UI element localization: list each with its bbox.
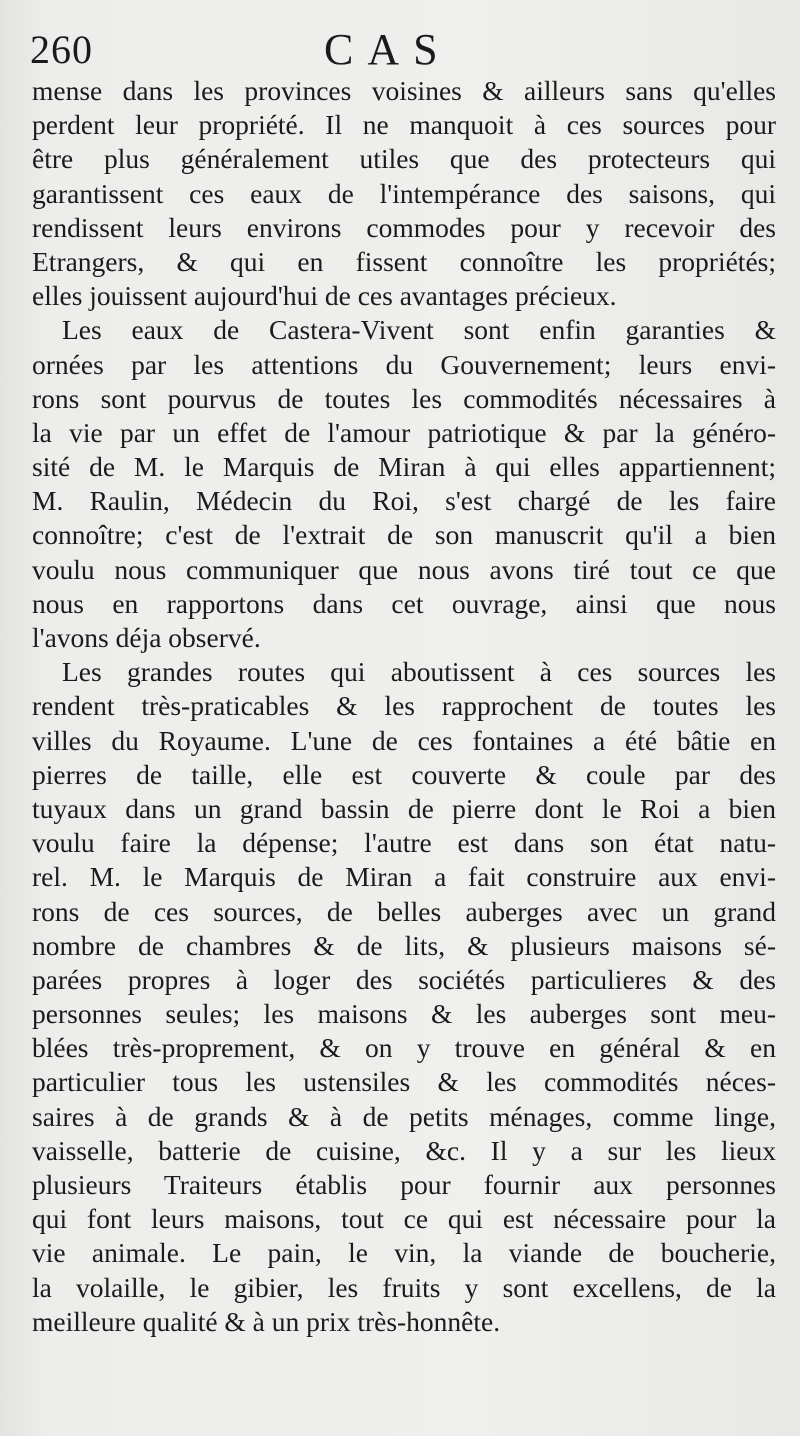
text-line: connoître; c'est de l'extrait de son manuscrit qu'il a bien	[32, 519, 776, 551]
running-title: CAS	[324, 25, 452, 74]
text-line: voulu nous communiquer que nous avons tiré tout ce que	[32, 553, 776, 585]
running-head	[30, 26, 780, 78]
text-line: la volaille, le gibier, les fruits y sont excellens, de la	[32, 1271, 776, 1303]
text-line: Etrangers, & qui en fissent connoître les propriétés;	[32, 245, 776, 277]
text-line: Les eaux de Castera-Vivent sont enfin garanties &	[62, 314, 776, 346]
text-line: sité de M. le Marquis de Miran à qui elles appartiennent;	[32, 451, 776, 483]
text-line: perdent leur propriété. Il ne manquoit à ces sources pour	[32, 109, 776, 141]
text-line: être plus généralement utiles que des protecteurs qui	[32, 143, 776, 175]
text-line: mense dans les provinces voisines & ailleurs sans qu'elles	[32, 75, 776, 106]
text-line: tuyaux dans un grand bassin de pierre dont le Roi a bien	[32, 792, 776, 824]
text-line: vie animale. Le pain, le vin, la viande de boucherie,	[32, 1237, 776, 1269]
page-number: 260	[30, 27, 93, 72]
text-line: particulier tous les ustensiles & les commodités néces-	[32, 1066, 776, 1098]
text-line: villes du Royaume. L'une de ces fontaines a été bâtie en	[32, 724, 776, 756]
text-line: ornées par les attentions du Gouvernement; leurs envi-	[32, 348, 776, 380]
text-line: l'avons déja observé.	[32, 622, 261, 653]
text-line: M. Raulin, Médecin du Roi, s'est chargé de les faire	[32, 485, 776, 517]
text-line: rons de ces sources, de belles auberges avec un grand	[32, 895, 776, 927]
text-line: saires à de grands & à de petits ménages, comme linge,	[32, 1100, 776, 1132]
text-line: plusieurs Traiteurs établis pour fournir aux personnes	[32, 1169, 776, 1200]
text-line: la vie par un effet de l'amour patriotique & par la généro-	[32, 416, 776, 448]
text-line: rendent très-praticables & les rapprochent de toutes les	[32, 690, 776, 722]
text-line: rel. M. le Marquis de Miran a fait construire aux envi-	[32, 861, 776, 893]
text-line: parées propres à loger des sociétés particulieres & des	[32, 963, 776, 995]
body-text	[32, 74, 776, 1339]
text-line: rons sont pourvus de toutes les commodités nécessaires à	[32, 382, 776, 414]
text-line: nous en rapportons dans cet ouvrage, ainsi que nous	[32, 587, 776, 619]
text-line: voulu faire la dépense; l'autre est dans son état natu-	[32, 827, 776, 859]
text-line: qui font leurs maisons, tout ce qui est nécessaire pour la	[32, 1203, 776, 1235]
text-line: meilleure qualité & à un prix très-honnête.	[32, 1305, 501, 1337]
text-line: garantissent ces eaux de l'intempérance des saisons, qui	[32, 177, 776, 209]
text-line: vaisselle, batterie de cuisine, &c. Il y a sur les lieux	[32, 1134, 776, 1166]
text-line: Les grandes routes qui aboutissent à ces sources les	[62, 656, 776, 688]
text-line: nombre de chambres & de lits, & plusieurs maisons sé-	[32, 929, 776, 961]
text-line: elles jouissent aujourd'hui de ces avantages précieux.	[32, 280, 617, 312]
text-line: blées très-proprement, & on y trouve en général & en	[32, 1032, 776, 1064]
text-line: pierres de taille, elle est couverte & coule par des	[32, 758, 776, 790]
text-line: rendissent leurs environs commodes pour y recevoir des	[32, 211, 776, 243]
text-line: personnes seules; les maisons & les auberges sont meu-	[32, 998, 776, 1030]
